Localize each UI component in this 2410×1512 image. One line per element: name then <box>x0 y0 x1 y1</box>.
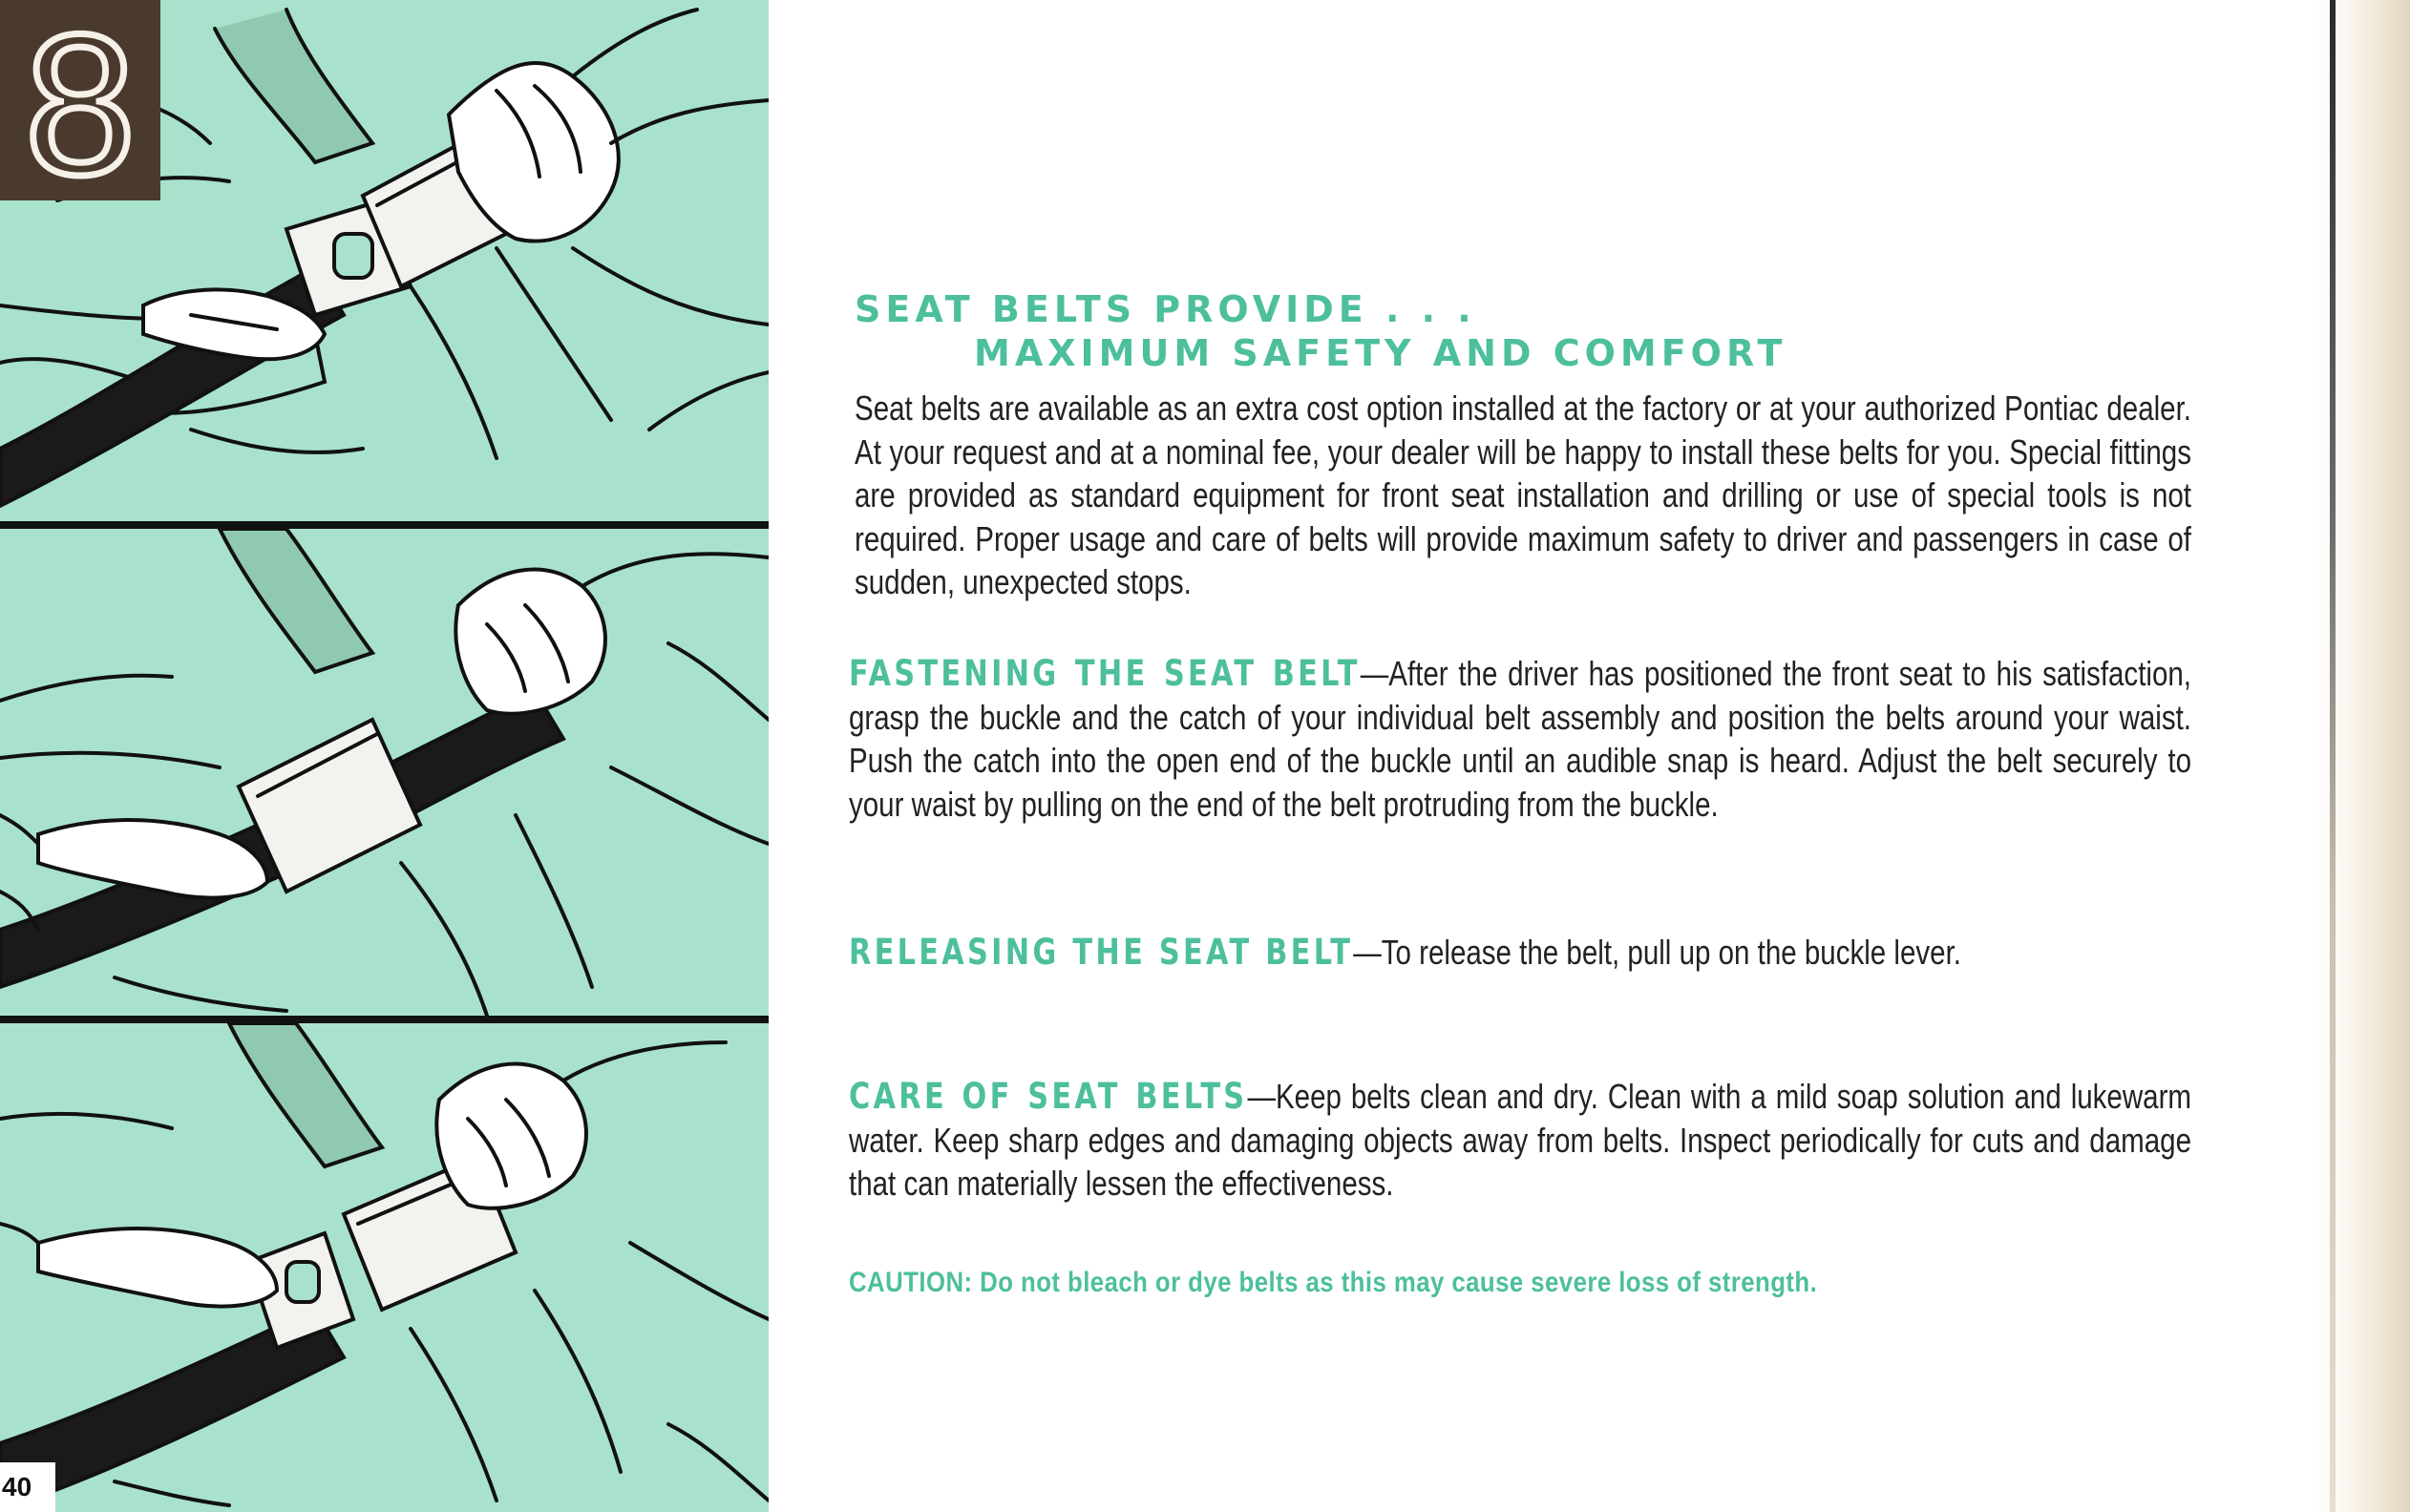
buckle-release-drawing <box>0 1023 769 1512</box>
section-releasing <box>849 931 2191 975</box>
page-edge-line <box>2330 0 2336 1512</box>
illustration-panel-middle <box>0 529 769 1016</box>
page-number: 40 <box>0 1462 55 1512</box>
illustration-panel-bottom <box>0 1023 769 1512</box>
panel-divider <box>0 1016 769 1023</box>
chapter-tab <box>0 0 160 217</box>
page-edge <box>2311 0 2410 1512</box>
section-text: —To release the belt, pull up on the buckle lever. <box>1353 933 1961 972</box>
section-care <box>849 1075 2191 1206</box>
caution-note: CAUTION: Do not bleach or dye belts as this may cause severe loss of strength. <box>849 1267 1818 1298</box>
section-heading: FASTENING THE SEAT BELT <box>849 653 1361 694</box>
section-heading: RELEASING THE SEAT BELT <box>849 932 1354 973</box>
text-column <box>845 0 2201 1512</box>
section-fastening <box>849 652 2191 826</box>
illustration-column <box>0 0 769 1512</box>
section-text: —Keep belts clean and dry. Clean with a mild soap solution and lukewarm water. Keep sharp edges and damaging objects away from belts. Inspect periodically for cuts and damage that can materially lessen the effectiveness. <box>849 1077 2192 1203</box>
page-title-line-2: MAXIMUM SAFETY AND COMFORT <box>974 332 1787 374</box>
intro-paragraph: Seat belts are available as an extra cost option installed at the factory or at your authorized Pontiac dealer. At your request and at a nominal fee, your dealer will be happy to install these belts for you. Special fittings are provided as standard equipment for front seat installation and drilling or use of special tools is not required. Proper usage and care of belts will provide maximum safety to driver and passengers in case of sudden, unexpected stops. <box>855 388 2191 601</box>
page-title-line-1: SEAT BELTS PROVIDE . . . <box>855 288 1476 330</box>
section-text: —After the driver has positioned the front seat to his satisfaction, grasp the buckle and the catch of your individual belt assembly and position the belts around your waist. Push the catch into the open end of the buckle until an audible snap is heard. Adjust the belt securely to your waist by pulling on the end of the belt protruding from the buckle. <box>849 654 2191 824</box>
section-heading: CARE OF SEAT BELTS <box>849 1076 1248 1117</box>
buckle-fasten-drawing <box>0 529 769 1016</box>
panel-divider <box>0 521 769 529</box>
chapter-number: 8 <box>24 0 137 217</box>
